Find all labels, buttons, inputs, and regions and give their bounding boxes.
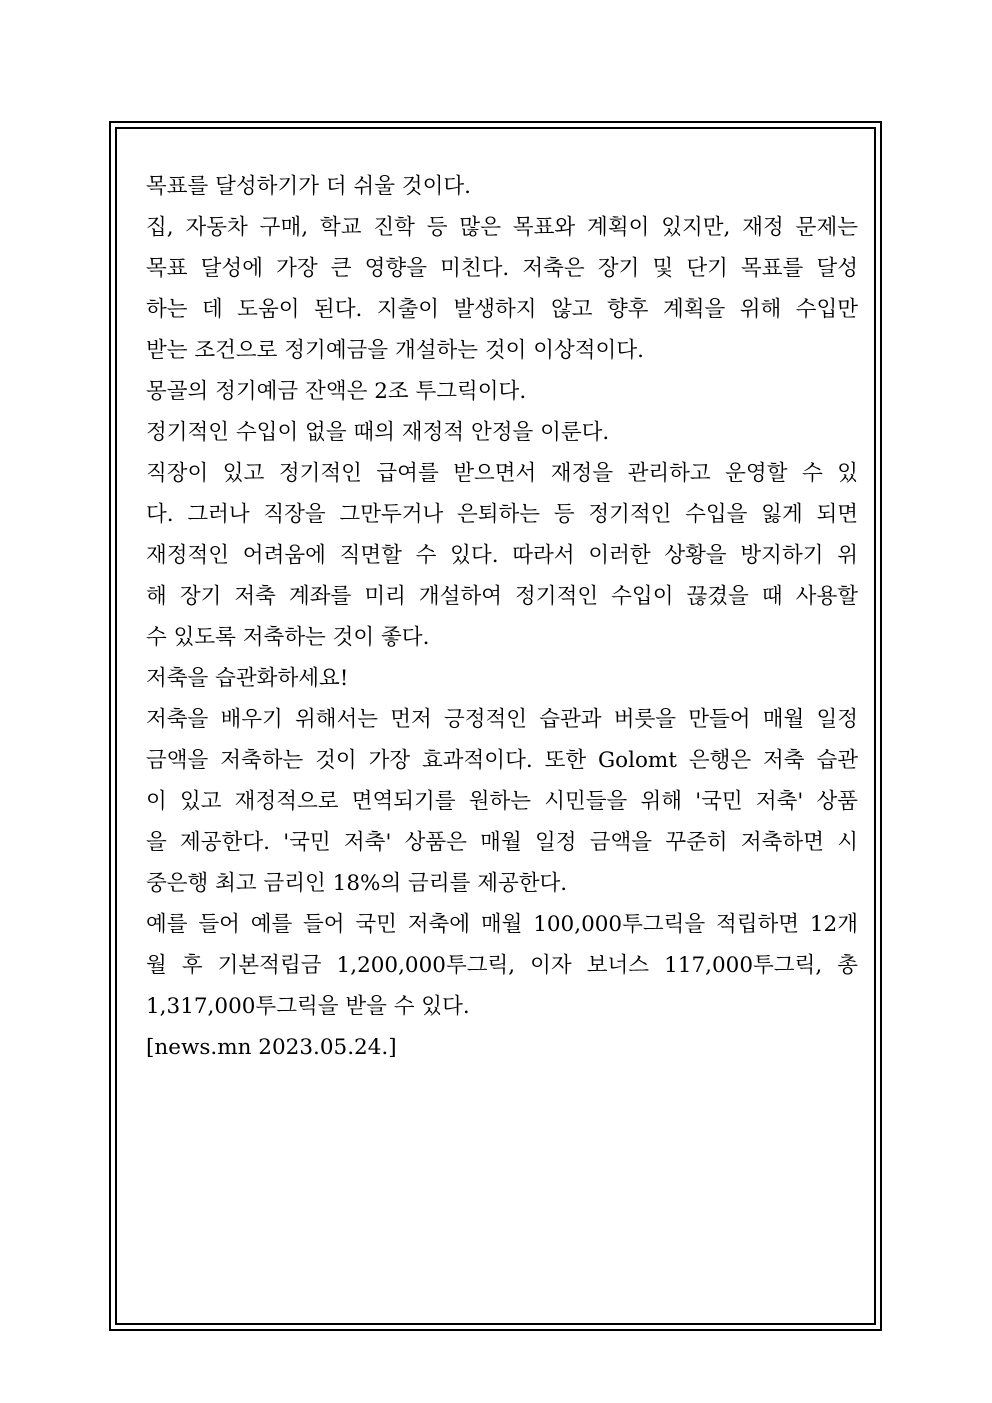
article-line: 저축을 배우기 위해서는 먼저 긍정적인 습관과 버릇을 만들어 매월 일정 (146, 707, 858, 732)
article-line: 을 제공한다. '국민 저축' 상품은 매월 일정 금액을 꾸준히 저축하면 시 (146, 830, 858, 855)
article-body (146, 166, 858, 1068)
article-line: 하는 데 도움이 된다. 지출이 발생하지 않고 향후 계획을 위해 수입만 (146, 297, 858, 322)
article-line: 예를 들어 예를 들어 국민 저축에 매월 100,000투그릭을 적립하면 12개 (146, 912, 858, 937)
article-line: 해 장기 저축 계좌를 미리 개설하여 정기적인 수입이 끊겼을 때 사용할 (146, 584, 858, 609)
article-line: 이 있고 재정적으로 면역되기를 원하는 시민들을 위해 '국민 저축' 상품 (146, 789, 858, 814)
article-line: 목표를 달성하기가 더 쉬울 것이다. (146, 174, 471, 199)
article-line: 재정적인 어려움에 직면할 수 있다. 따라서 이러한 상황을 방지하기 위 (146, 543, 858, 568)
article-line: 금액을 저축하는 것이 가장 효과적이다. 또한 Golomt 은행은 저축 습관 (146, 748, 858, 773)
article-line: 정기적인 수입이 없을 때의 재정적 안정을 이룬다. (146, 420, 610, 445)
article-line: 직장이 있고 정기적인 급여를 받으면서 재정을 관리하고 운영할 수 있 (146, 461, 858, 486)
article-line: 중은행 최고 금리인 18%의 금리를 제공한다. (146, 871, 568, 896)
article-line: 집, 자동차 구매, 학교 진학 등 많은 목표와 계획이 있지만, 재정 문제는 (146, 215, 858, 240)
article-line: 몽골의 정기예금 잔액은 2조 투그릭이다. (146, 379, 527, 404)
article-line: 다. 그러나 직장을 그만두거나 은퇴하는 등 정기적인 수입을 잃게 되면 (146, 502, 858, 527)
article-line: 1,317,000투그릭을 받을 수 있다. (146, 994, 470, 1019)
article-line: 수 있도록 저축하는 것이 좋다. (146, 625, 430, 650)
article-line: 월 후 기본적립금 1,200,000투그릭, 이자 보너스 117,000투그릭, 총 (146, 953, 858, 978)
article-line: 저축을 습관화하세요! (146, 666, 349, 691)
article-line: 목표 달성에 가장 큰 영향을 미친다. 저축은 장기 및 단기 목표를 달성 (146, 256, 858, 281)
source-citation: [news.mn 2023.05.24.] (146, 1035, 397, 1060)
article-line: 받는 조건으로 정기예금을 개설하는 것이 이상적이다. (146, 338, 644, 363)
document-frame-inner (115, 127, 876, 1325)
document-frame-outer (109, 121, 882, 1331)
